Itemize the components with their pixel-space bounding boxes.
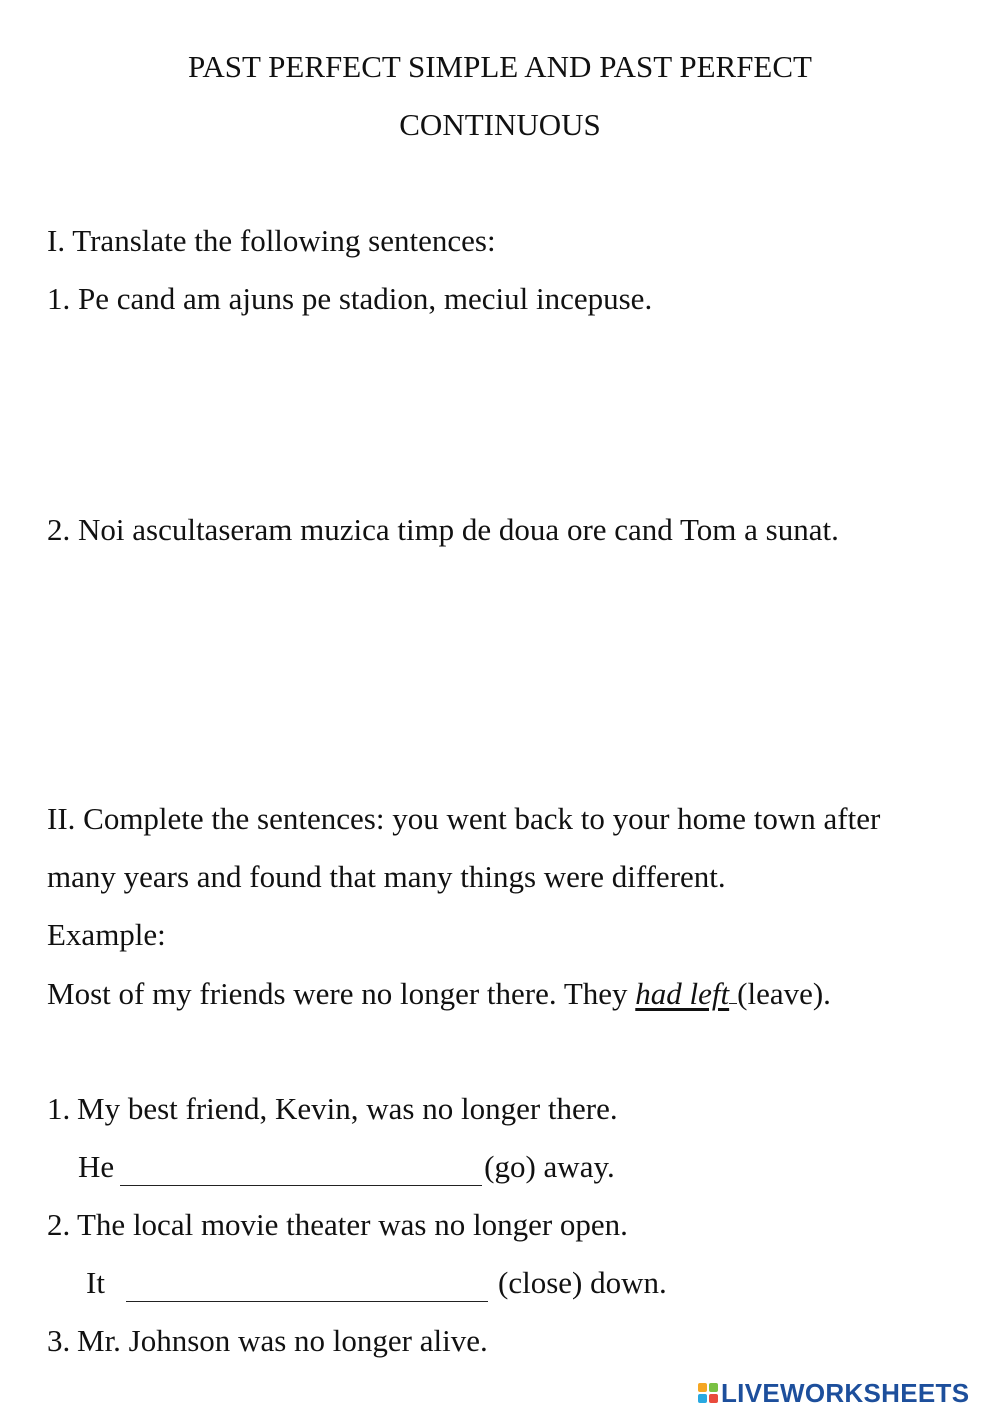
exercise-item-3-text: Mr. Johnson was no longer alive.: [77, 1323, 488, 1358]
exercise-item-3-sentence: [47, 1321, 488, 1361]
exercise-item-2-subject: It: [86, 1265, 105, 1300]
example-sentence-start: Most of my friends were no longer there. They: [47, 976, 636, 1011]
exercise-item-3-number: 3.: [47, 1323, 71, 1358]
exercise-item-2-line: [86, 1263, 667, 1303]
exercise-item-1-line: [78, 1147, 615, 1187]
answer-input-2[interactable]: [126, 1269, 488, 1302]
example-underline: [729, 973, 737, 1004]
liveworksheets-logo-icon: [698, 1383, 718, 1403]
liveworksheets-logo-text: LIVEWORKSHEETS: [721, 1377, 970, 1408]
example-verb-hint: (leave).: [737, 976, 831, 1011]
exercise-item-1-verb: (go) away.: [484, 1149, 615, 1184]
translate-sentence-1: 1. Pe cand am ajuns pe stadion, meciul incepuse.: [47, 281, 653, 316]
exercise-item-1-sentence: [47, 1089, 618, 1129]
exercise-item-1-text: My best friend, Kevin, was no longer there.: [77, 1091, 618, 1126]
exercise-item-2-verb: (close) down.: [498, 1265, 667, 1300]
example-label: Example:: [47, 917, 166, 952]
exercise-item-2-text: The local movie theater was no longer open.: [77, 1207, 628, 1242]
worksheet-title-line1: PAST PERFECT SIMPLE AND PAST PERFECT: [188, 49, 812, 84]
liveworksheets-logo: [698, 1378, 969, 1408]
example-answer: had left: [635, 976, 730, 1011]
worksheet-title-line2: CONTINUOUS: [399, 107, 601, 142]
section2-heading-line2: many years and found that many things were different.: [47, 859, 726, 894]
exercise-item-2-number: 2.: [47, 1207, 71, 1242]
exercise-item-2-sentence: [47, 1205, 628, 1245]
exercise-item-1-subject: He: [78, 1149, 115, 1184]
section1-heading: I. Translate the following sentences:: [47, 223, 496, 258]
section2-heading-line1: II. Complete the sentences: you went back to your home town after: [47, 801, 881, 836]
answer-input-1[interactable]: [120, 1153, 482, 1186]
translate-sentence-2: 2. Noi ascultaseram muzica timp de doua ore cand Tom a sunat.: [47, 512, 839, 547]
example-sentence: [47, 973, 831, 1014]
exercise-item-1-number: 1.: [47, 1091, 71, 1126]
